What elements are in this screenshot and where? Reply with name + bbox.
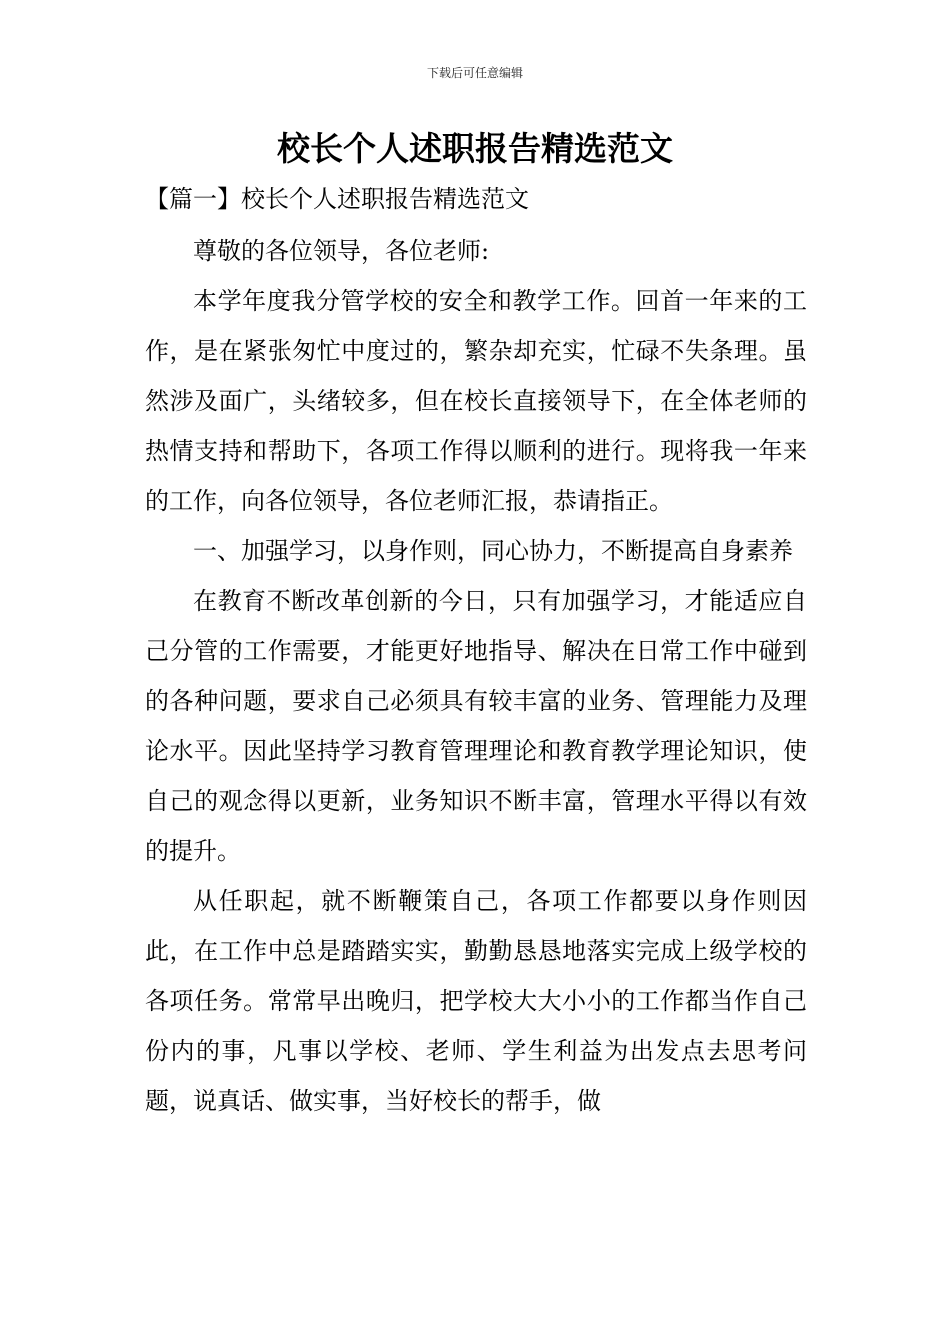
body-paragraph: 从任职起，就不断鞭策自己，各项工作都要以身作则因此，在工作中总是踏踏实实，勤勤恳恳地落实完成上级学校的各项任务。常常早出晚归，把学校大大小小的工作都当作自己份内的事，凡事以学校、老师、学生利益为出发点去思考问题，说真话、做实事，当好校长的帮手，做 [145, 887, 807, 1115]
document-title: 校长个人述职报告精选范文 [277, 129, 673, 168]
intro-paragraph: 本学年度我分管学校的安全和教学工作。回首一年来的工作，是在紧张匆忙中度过的，繁杂却充实，忙碌不失条理。虽然涉及面广，头绪较多，但在校长直接领导下，在全体老师的热情支持和帮助下，各项工作得以顺利的进行。现将我一年来的工作，向各位领导，各位老师汇报，恭请指正。 [145, 287, 807, 515]
salutation-paragraph: 尊敬的各位领导，各位老师: [193, 237, 490, 265]
body-paragraph: 在教育不断改革创新的今日，只有加强学习，才能适应自己分管的工作需要，才能更好地指导、解决在日常工作中碰到的各种问题，要求自己必须具有较丰富的业务、管理能力及理论水平。因此坚持学习教育管理理论和教育教学理论知识，使自己的观念得以更新，业务知识不断丰富，管理水平得以有效的提升。 [145, 587, 807, 865]
document-body [145, 226, 807, 1126]
subheading-paragraph: 一、加强学习，以身作则，同心协力，不断提高自身素养 [193, 537, 793, 565]
section-title: 【篇一】校长个人述职报告精选范文 [145, 185, 529, 213]
page-header-note: 下载后可任意编辑 [426, 66, 523, 80]
